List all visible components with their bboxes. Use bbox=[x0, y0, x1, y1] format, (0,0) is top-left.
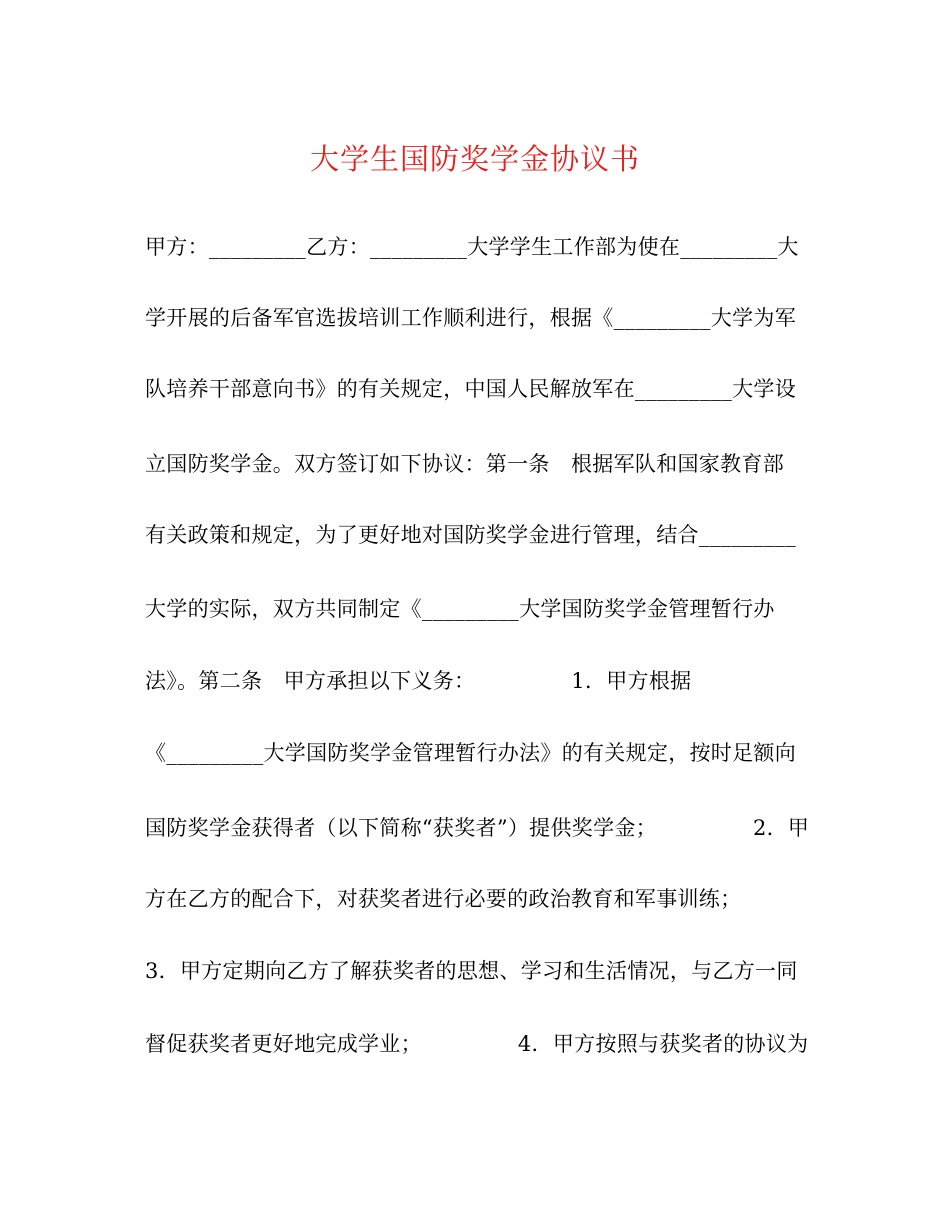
body-line-5: 有关政策和规定，为了更好地对国防奖学金进行管理，结合_________ bbox=[145, 523, 796, 547]
body-line-10: 方在乙方的配合下，对获奖者进行必要的政治教育和军事训练； bbox=[145, 887, 742, 911]
document-title: 大学生国防奖学金协议书 bbox=[309, 142, 640, 176]
body-line-4: 立国防奖学金。双方签订如下协议：第一条 根据军队和国家教育部 bbox=[145, 452, 784, 476]
body-line-8: 《_________大学国防奖学金管理暂行办法》的有关规定，按时足额向 bbox=[145, 741, 796, 765]
body-line-12: 督促获奖者更好地完成学业； 4．甲方按照与获奖者的协议为 bbox=[145, 1032, 809, 1056]
body-line-11: 3．甲方定期向乙方了解获奖者的思想、学习和生活情况，与乙方一同 bbox=[145, 959, 798, 983]
body-line-1: 甲方：_________乙方：_________大学学生工作部为使在_________大 bbox=[145, 235, 799, 259]
body-line-2: 学开展的后备军官选拔培训工作顺利进行，根据《_________大学为军 bbox=[145, 306, 796, 330]
body-line-6: 大学的实际，双方共同制定《_________大学国防奖学金管理暂行办 bbox=[145, 597, 775, 621]
body-line-9: 国防奖学金获得者（以下简称“获奖者”）提供奖学金； 2．甲 bbox=[145, 816, 810, 840]
body-line-7: 法》。第二条 甲方承担以下义务： 1．甲方根据 bbox=[145, 669, 692, 693]
body-line-3: 队培养干部意向书》的有关规定，中国人民解放军在_________大学设 bbox=[145, 377, 796, 401]
